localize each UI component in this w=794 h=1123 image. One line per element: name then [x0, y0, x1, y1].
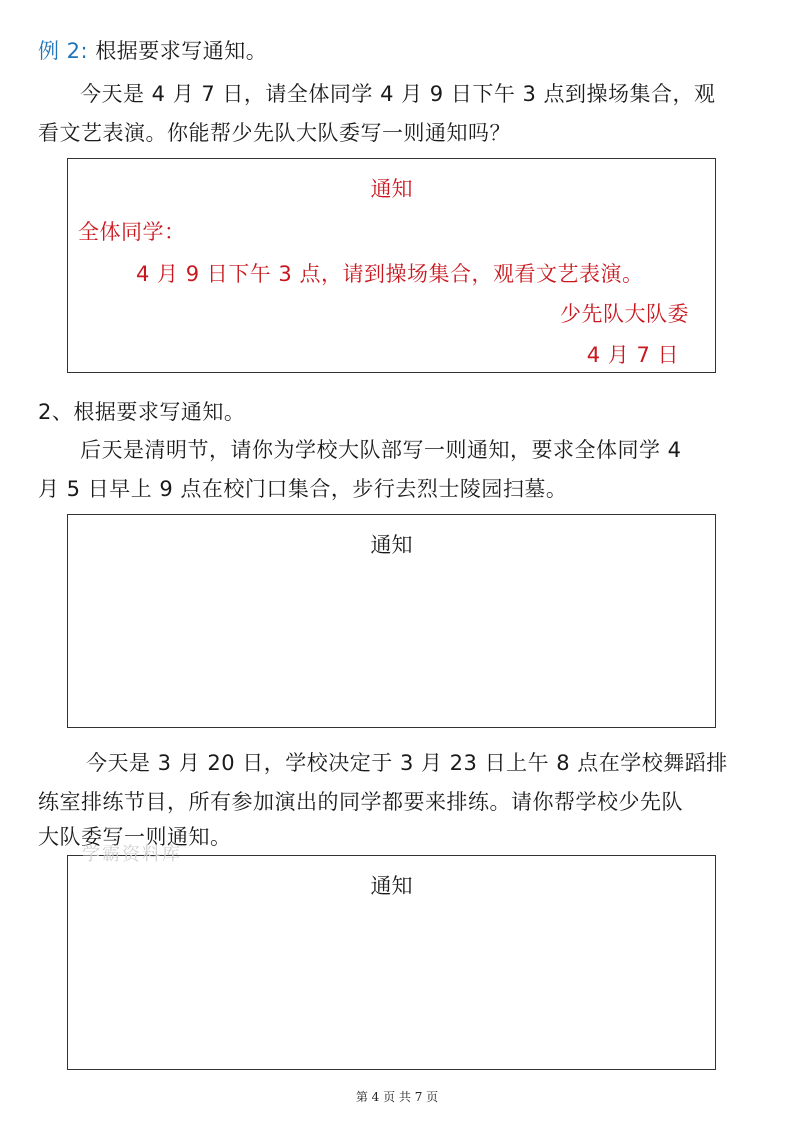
example-notice-date: 4 月 7 日	[586, 343, 679, 367]
question3-description-line-3: 大队委写一则通知。	[38, 825, 232, 849]
example-instruction: 根据要求写通知。	[95, 39, 268, 63]
example-notice-signature: 少先队大队委	[560, 302, 689, 326]
example-notice-box	[67, 158, 716, 373]
example-description-line-1: 今天是 4 月 7 日，请全体同学 4 月 9 日下午 3 点到操场集合，观	[80, 82, 716, 106]
question3-answer-box[interactable]	[67, 855, 716, 1070]
question2-heading: 2、根据要求写通知。	[38, 400, 246, 424]
example-notice-title: 通知	[370, 177, 413, 201]
example-heading	[38, 36, 267, 66]
example-description-line-2: 看文艺表演。你能帮少先队大队委写一则通知吗？	[38, 121, 511, 145]
question3-description-line-1: 今天是 3 月 20 日，学校决定于 3 月 23 日上午 8 点在学校舞蹈排	[86, 751, 728, 775]
question2-description-line-2: 月 5 日早上 9 点在校门口集合，步行去烈士陵园扫墓。	[38, 477, 568, 501]
question2-answer-box[interactable]	[67, 514, 716, 728]
example-notice-addressee: 全体同学：	[78, 220, 186, 244]
page-number-footer: 第 4 页 共 7 页	[355, 1090, 439, 1104]
example-notice-body: 4 月 9 日下午 3 点，请到操场集合，观看文艺表演。	[136, 262, 644, 286]
watermark: 学霸资料库	[82, 844, 182, 865]
question3-description-line-2: 练室排练节目，所有参加演出的同学都要来排练。请你帮学校少先队	[38, 790, 683, 814]
question3-box-title: 通知	[370, 874, 413, 898]
question2-box-title: 通知	[370, 533, 413, 557]
question2-description-line-1: 后天是清明节，请你为学校大队部写一则通知，要求全体同学 4	[80, 438, 682, 462]
example-label: 例 2:	[38, 39, 89, 63]
